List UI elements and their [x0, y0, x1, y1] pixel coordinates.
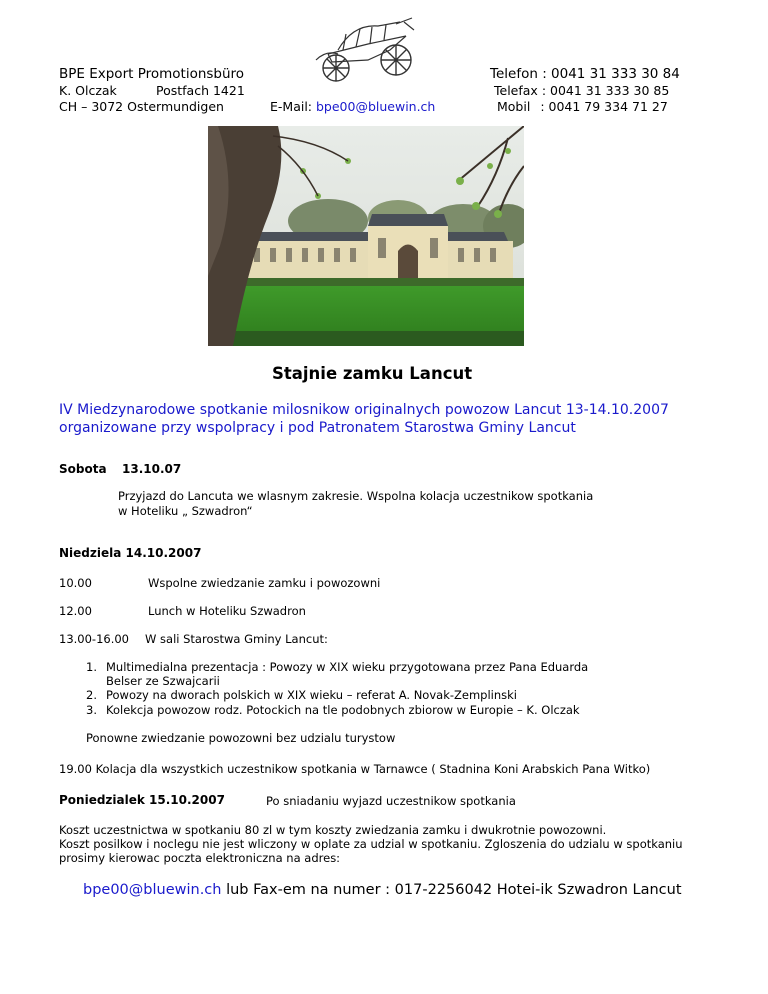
costs-line3: prosimy kierowac poczta elektroniczna na adres: [59, 851, 341, 865]
email-label: E-Mail: [270, 99, 316, 114]
postbox: Postfach 1421 [156, 83, 245, 98]
costs-line2: Koszt posilkow i noclegu nie jest wliczony w oplate za udzial w spotkaniu. Zgloszenia do udzialu w spotkaniu [59, 837, 683, 851]
monday-heading: Poniedzialek 15.10.2007 [59, 793, 225, 807]
mobile-label: Mobil [497, 99, 531, 114]
email-line [270, 99, 435, 114]
list-item-1-line2: Belser ze Szwajcarii [106, 674, 220, 688]
costs-line1: Koszt uczestnictwa w spotkaniu 80 zl w tym koszty zwiedzania zamku i dwukrotnie powozowni. [59, 823, 607, 837]
saturday-day: Sobota [59, 462, 107, 476]
fax-line [494, 83, 669, 98]
email-link[interactable]: bpe00@bluewin.ch [315, 99, 436, 114]
revisit-text: Ponowne zwiedzanie powozowni bez udzialu turystow [86, 731, 396, 745]
sunday-item-1: Wspolne zwiedzanie zamku i powozowni [148, 576, 381, 590]
carriage-logo [308, 14, 420, 84]
page-title: Stajnie zamku Lancut [272, 364, 473, 383]
subtitle-line2: organizowane przy wspolpracy i pod Patronatem Starostwa Gminy Lancut [59, 420, 576, 436]
sunday-item-2: Lunch w Hoteliku Szwadron [148, 604, 306, 618]
mobile-number: : 0041 79 334 71 27 [540, 99, 668, 114]
fax-number: : 0041 31 333 30 85 [541, 83, 670, 98]
phone-number: : 0041 31 333 30 84 [542, 66, 680, 82]
list-item-2-num: 2. [86, 688, 97, 702]
dinner-text: 19.00 Kolacja dla wszystkich uczestnikow spotkania w Tarnawce ( Stadnina Koni Arabskich Pana Witko) [59, 762, 651, 776]
sunday-time-2: 12.00 [59, 604, 92, 618]
city-address: CH – 3072 Ostermundigen [59, 99, 224, 114]
monday-text: Po sniadaniu wyjazd uczestnikow spotkania [266, 794, 516, 808]
footer-line [83, 882, 682, 898]
session-text: W sali Starostwa Gminy Lancut: [145, 632, 328, 646]
sunday-time-1: 10.00 [59, 576, 92, 590]
phone-label: Telefon [490, 66, 538, 82]
phone-line [490, 66, 680, 82]
list-item-1-num: 1. [86, 660, 97, 674]
footer-rest: lub Fax-em na numer : 017-2256042 Hotei-ik Szwadron Lancut [221, 882, 682, 898]
list-item-3-num: 3. [86, 703, 97, 717]
footer-email-link[interactable]: bpe00@bluewin.ch [83, 882, 222, 898]
sunday-heading: Niedziela 14.10.2007 [59, 546, 202, 560]
stables-photo [208, 126, 524, 346]
list-item-2-line1: Powozy na dworach polskich w XIX wieku – referat A. Novak-Zemplinski [106, 688, 517, 702]
saturday-line1: Przyjazd do Lancuta we wlasnym zakresie. Wspolna kolacja uczestnikow spotkania [118, 489, 594, 503]
contact-name: K. Olczak [59, 83, 117, 98]
list-item-1-line1: Multimedialna prezentacja : Powozy w XIX wieku przygotowana przez Pana Eduarda [106, 660, 589, 674]
company-name: BPE Export Promotionsbüro [59, 66, 245, 82]
mobile-line [497, 99, 668, 114]
subtitle-line1: IV Miedzynarodowe spotkanie milosnikow originalnych powozow Lancut 13-14.10.2007 [59, 402, 669, 418]
saturday-line2: w Hoteliku „ Szwadron“ [118, 504, 253, 518]
fax-label: Telefax [494, 83, 538, 98]
session-time: 13.00-16.00 [59, 632, 129, 646]
list-item-3-line1: Kolekcja powozow rodz. Potockich na tle podobnych zbiorow w Europie – K. Olczak [106, 703, 580, 717]
saturday-date: 13.10.07 [122, 462, 182, 476]
